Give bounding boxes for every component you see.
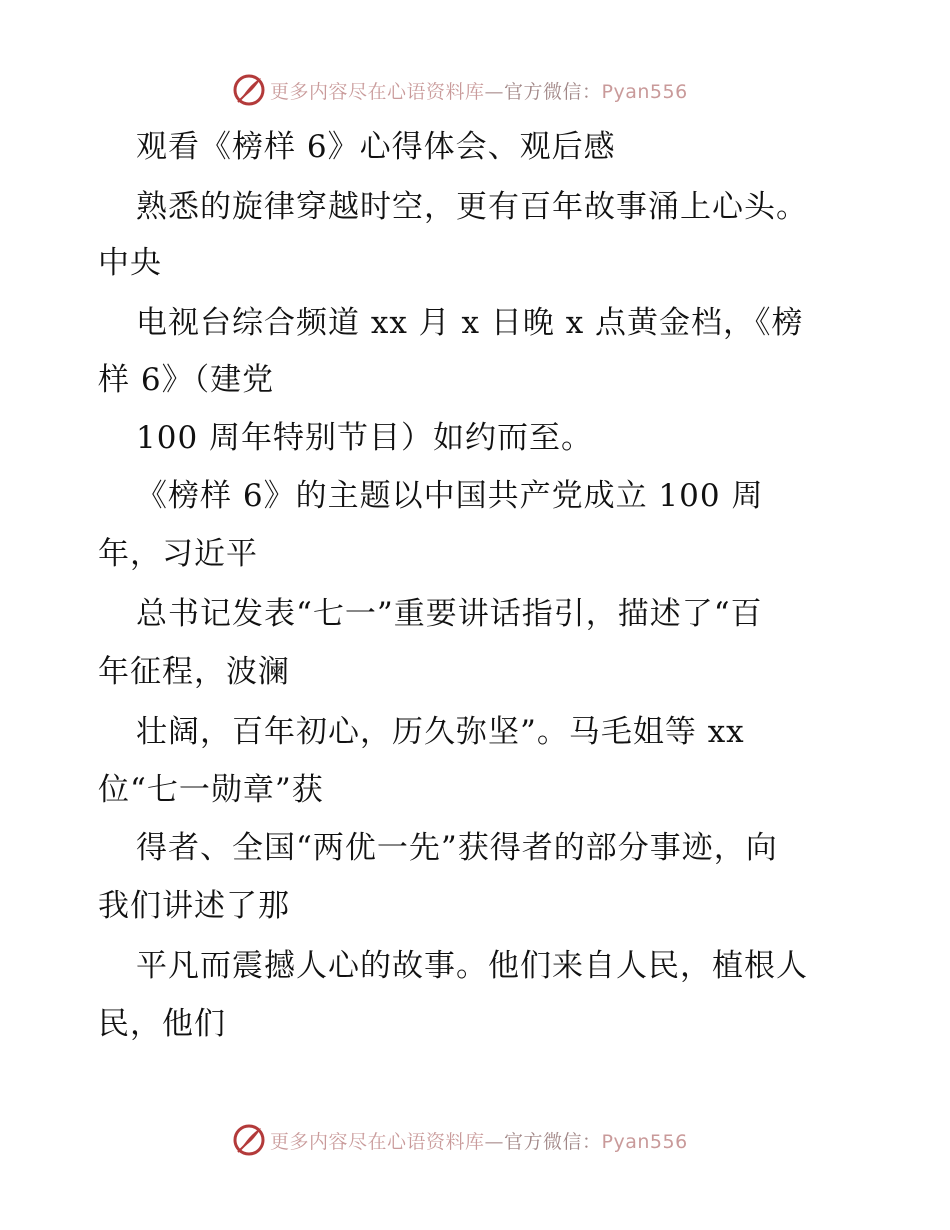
paragraph-line: 电视台综合频道 xx 月 x 日晚 x 点黄金档，《榜 <box>136 305 804 341</box>
watermark-separator: — <box>484 80 505 103</box>
watermark-contact-id: Pyan556 <box>601 80 688 103</box>
paragraph-line: 我们讲述了那 <box>98 888 290 924</box>
watermark-contact-id: Pyan556 <box>601 1130 688 1153</box>
feather-pen-in-circle-icon <box>232 73 266 107</box>
paragraph-line: 熟悉的旋律穿越时空，更有百年故事涌上心头。 <box>136 189 808 225</box>
watermark-main-text: 更多内容尽在心语资料库 <box>270 80 485 103</box>
paragraph-line: 样 6》（建党 <box>98 362 275 398</box>
paragraph-line: 壮阔，百年初心，历久弥坚”。马毛姐等 xx <box>136 714 745 750</box>
paragraph-line: 位“七一勋章”获 <box>98 772 324 808</box>
watermark-contact-label: 官方微信： <box>504 1130 602 1153</box>
paragraph-line: 得者、全国“两优一先”获得者的部分事迹，向 <box>136 830 778 866</box>
paragraph-line: 民，他们 <box>98 1006 226 1042</box>
feather-pen-in-circle-icon <box>232 1123 266 1157</box>
document-title: 观看《榜样 6》心得体会、观后感 <box>136 129 616 165</box>
watermark-text <box>270 77 688 104</box>
watermark-main-text: 更多内容尽在心语资料库 <box>270 1130 485 1153</box>
watermark-contact-label: 官方微信： <box>504 80 602 103</box>
paragraph-line: 年征程，波澜 <box>98 654 290 690</box>
paragraph-line: 《榜样 6》的主题以中国共产党成立 100 周 <box>136 478 764 514</box>
paragraph-line: 中央 <box>98 245 162 281</box>
paragraph-line: 平凡而震撼人心的故事。他们来自人民，植根人 <box>136 948 808 984</box>
watermark-text <box>270 1127 688 1154</box>
paragraph-line: 年，习近平 <box>98 536 258 572</box>
watermark-separator: — <box>484 1130 505 1153</box>
paragraph-line: 总书记发表“七一”重要讲话指引，描述了“百 <box>136 596 763 632</box>
watermark-banner-bottom <box>232 1120 688 1160</box>
paragraph-line: 100 周年特别节目）如约而至。 <box>136 420 594 456</box>
watermark-banner-top <box>232 70 688 110</box>
